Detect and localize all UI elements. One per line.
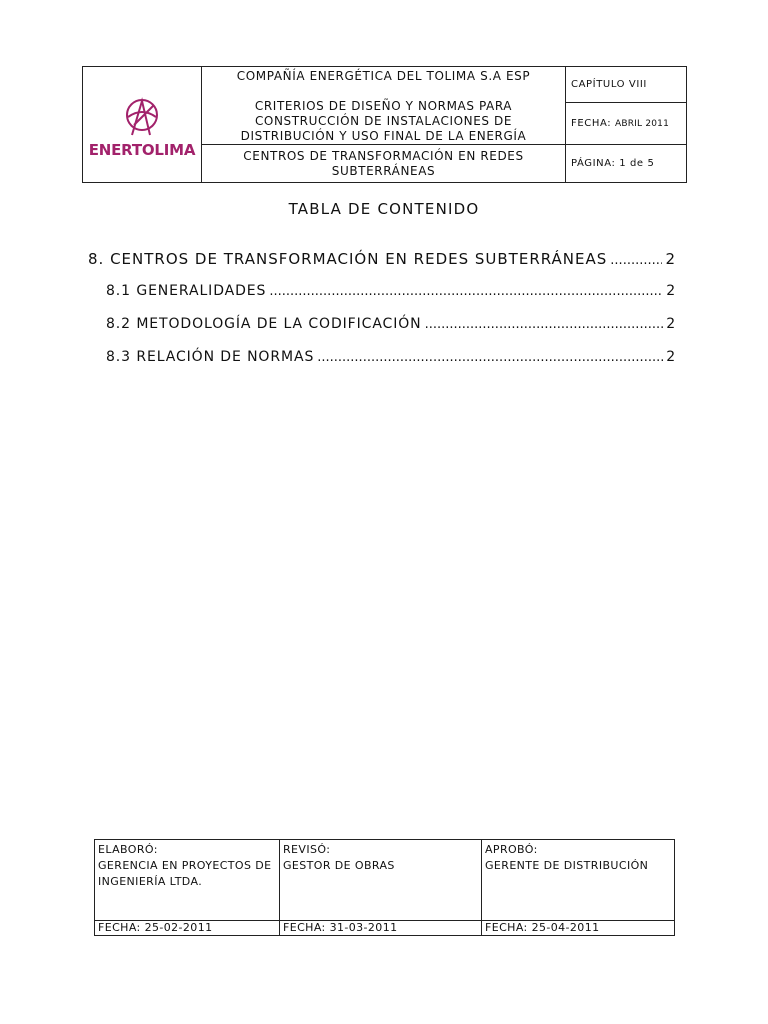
reviso-date: FECHA: 31-03-2011 xyxy=(280,921,482,936)
logo-cell xyxy=(83,67,202,183)
toc-entry-page: 2 xyxy=(666,316,676,332)
toc-leader-dots xyxy=(425,317,664,332)
toc-leader-dots xyxy=(610,253,662,268)
chapter-cell: CAPÍTULO VIII xyxy=(566,67,687,103)
header-title-cell xyxy=(202,67,566,145)
aprobo-cell xyxy=(482,840,675,921)
criteria-line-2: CONSTRUCCIÓN DE INSTALACIONES DE xyxy=(254,114,513,128)
toc-entry-label: 8.3 RELACIÓN DE NORMAS xyxy=(106,349,315,365)
toc-leader-dots xyxy=(317,350,663,365)
enertolima-logo-icon xyxy=(120,95,164,139)
toc-entry-page: 2 xyxy=(666,283,676,299)
enertolima-logo xyxy=(83,91,201,159)
reviso-name: GESTOR DE OBRAS xyxy=(283,859,395,872)
toc-entry-label: 8.2 METODOLOGÍA DE LA CODIFICACIÓN xyxy=(106,316,422,332)
logo-text: ENERTOLIMA xyxy=(88,140,196,159)
toc-entry-8[interactable] xyxy=(88,250,676,268)
toc-entry-page: 2 xyxy=(666,349,676,365)
section-line-1: CENTROS DE TRANSFORMACIÓN EN REDES xyxy=(243,148,524,163)
elaboro-name-2: INGENIERÍA LTDA. xyxy=(98,875,203,888)
toc-entry-label: 8.1 GENERALIDADES xyxy=(106,283,267,299)
toc-entry-page: 2 xyxy=(665,250,676,268)
toc-entry-label: 8. CENTROS DE TRANSFORMACIÓN EN REDES SUBTERRÁNEAS xyxy=(88,250,608,268)
company-name: COMPAÑÍA ENERGÉTICA DEL TOLIMA S.A ESP xyxy=(236,69,531,83)
section-title-cell xyxy=(202,145,566,183)
date-value: ABRIL 2011 xyxy=(615,119,670,129)
toc-entry-8-1[interactable] xyxy=(106,283,676,299)
elaboro-cell xyxy=(95,840,280,921)
date-label: FECHA: xyxy=(571,118,612,129)
reviso-label: REVISÓ: xyxy=(283,843,331,856)
section-line-2: SUBTERRÁNEAS xyxy=(331,163,436,178)
toc-title: TABLA DE CONTENIDO xyxy=(288,200,480,218)
criteria-line-1: CRITERIOS DE DISEÑO Y NORMAS PARA xyxy=(254,99,513,113)
toc-entry-8-2[interactable] xyxy=(106,316,676,332)
toc-entry-8-3[interactable] xyxy=(106,349,676,365)
aprobo-label: APROBÓ: xyxy=(485,843,538,856)
page-cell: PÁGINA: 1 de 5 xyxy=(566,145,687,183)
elaboro-name-1: GERENCIA EN PROYECTOS DE xyxy=(98,859,272,872)
date-cell xyxy=(566,103,687,145)
aprobo-name: GERENTE DE DISTRIBUCIÓN xyxy=(485,859,649,872)
reviso-cell xyxy=(280,840,482,921)
document-header xyxy=(82,66,687,183)
elaboro-date: FECHA: 25-02-2011 xyxy=(95,921,280,936)
approval-table xyxy=(94,839,675,936)
elaboro-label: ELABORÓ: xyxy=(98,843,158,856)
toc-leader-dots xyxy=(269,284,663,299)
aprobo-date: FECHA: 25-04-2011 xyxy=(482,921,675,936)
criteria-line-3: DISTRIBUCIÓN Y USO FINAL DE LA ENERGÍA xyxy=(240,129,527,143)
